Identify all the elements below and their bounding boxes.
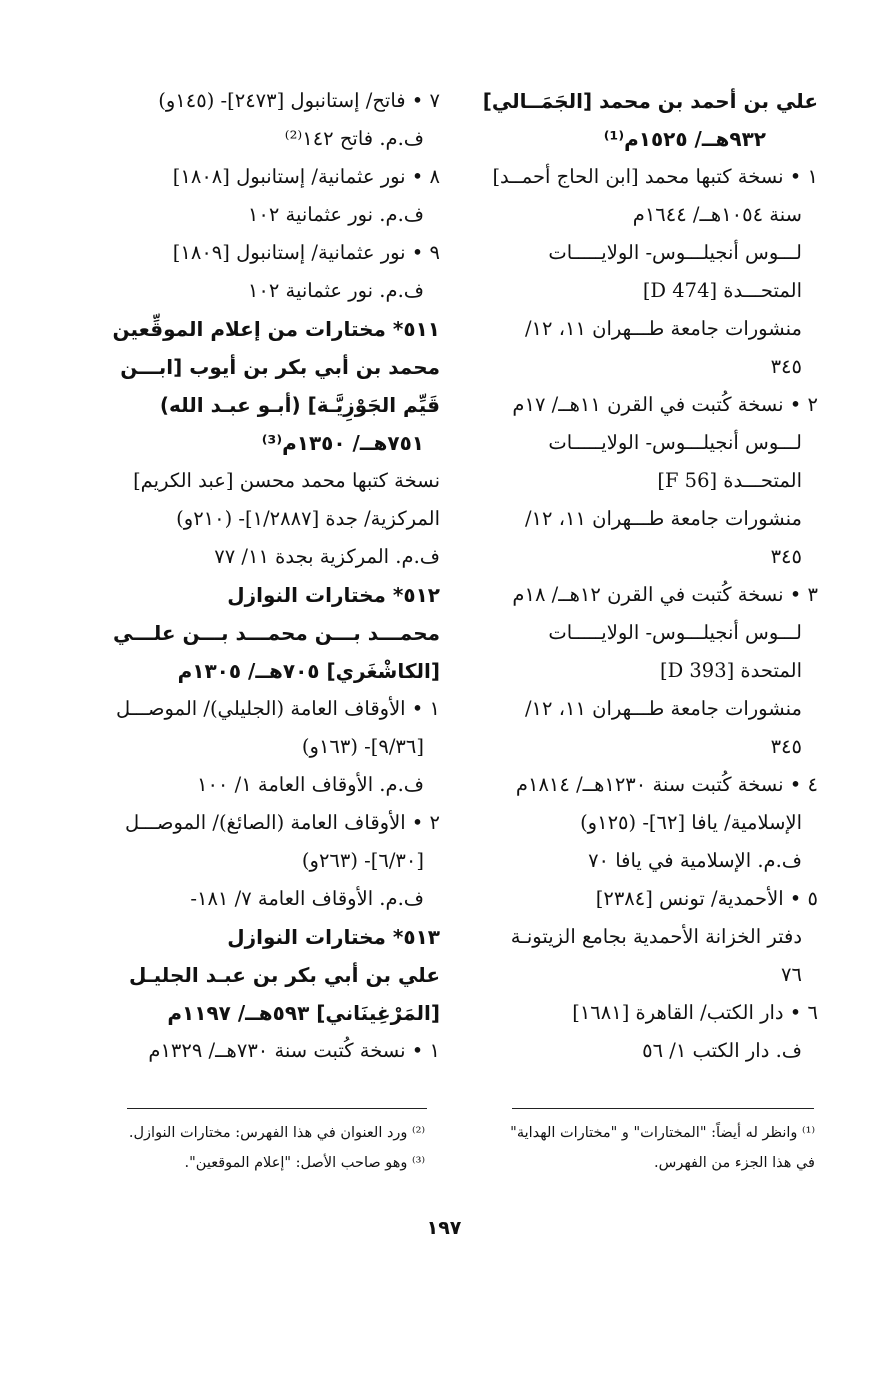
footnote-separator-left (127, 1108, 427, 1109)
entry-text-line: ١ • نسخة كُتبت سنة ٧٣٠هــ/ ١٣٢٩م (148, 1039, 440, 1062)
entry-heading-line: ٥١٢* مختارات النوازل (227, 583, 440, 607)
entry-text-line: ف.م. الإسلامية في يافا ٧٠ (588, 849, 802, 872)
entry-text-line: نسخة كتبها محمد محسن [عبد الكريم] (133, 469, 440, 492)
entry-text-line: ٣٤٥ (770, 355, 802, 378)
footnote-separator-right (512, 1108, 814, 1109)
right-column (470, 82, 818, 1070)
entry-text-line: المتحـــدة [F 56] (657, 469, 802, 492)
footnotes-right (470, 1118, 815, 1178)
entry-text-line: ٨ • نور عثمانية/ إستانبول [١٨٠٨] (172, 165, 440, 188)
entry-text-line: ١ • نسخة كتبها محمد [ابن الحاج أحمــد] (492, 165, 818, 188)
entry-text-line: ٢ • نسخة كُتبت في القرن ١١هــ/ ١٧م (512, 393, 818, 416)
entry-text-line: لـــوس أنجيلـــوس- الولايـــــات (548, 241, 802, 264)
entry-heading-line: محمد بن أبي بكر بن أيوب [ابـــن (120, 355, 440, 379)
entry-text-line: الإسلامية/ يافا [٦٢]- (١٢٥و) (580, 811, 802, 834)
entry-text-line: ف.م. فاتح ١٤٢⁽²⁾ (284, 127, 424, 150)
entry-text-line: لـــوس أنجيلـــوس- الولايـــــات (548, 621, 802, 644)
entry-heading-line: محمـــد بـــن محمـــد بـــن علـــي (113, 621, 440, 645)
entry-text-line: سنة ١٠٥٤هــ/ ١٦٤٤م (632, 203, 802, 226)
entry-text-line: ٣ • نسخة كُتبت في القرن ١٢هــ/ ١٨م (512, 583, 818, 606)
footnote-line: ⁽²⁾ ورد العنوان في هذا الفهرس: مختارات النوازل. (128, 1125, 425, 1141)
entry-text-line: [٩/٣٦]- (١٦٣و) (301, 735, 424, 758)
entry-text-line: دفتر الخزانة الأحمدية بجامع الزيتونـة (510, 925, 802, 948)
entry-text-line: ف. دار الكتب ١/ ٥٦ (642, 1039, 802, 1062)
entry-text-line: ٢ • الأوقاف العامة (الصائغ)/ الموصـــل (125, 811, 440, 834)
entry-text-line: المتحدة [D 393] (659, 659, 802, 682)
entry-heading-line: ٥١١* مختارات من إعلام الموقِّعين (112, 317, 440, 341)
entry-text-line: ٩ • نور عثمانية/ إستانبول [١٨٠٩] (172, 241, 440, 264)
footnote-line: ⁽¹⁾ وانظر له أيضاً: "المختارات" و "مختارات الهداية" (510, 1125, 815, 1141)
entry-text-line: منشورات جامعة طـــهران ١١، ١٢/ (524, 697, 802, 720)
footnotes-left (100, 1118, 425, 1178)
entry-text-line: ٦ • دار الكتب/ القاهرة [١٦٨١] (572, 1001, 818, 1024)
entry-heading-line: ٧٥١هــ/ ١٣٥٠م⁽³⁾ (261, 431, 424, 455)
entry-text-line: ف.م. نور عثمانية ١٠٢ (247, 279, 424, 302)
entry-text-line: ف.م. الأوقاف العامة ٧/ ١٨١- (190, 887, 424, 910)
footnote-line: في هذا الجزء من الفهرس. (654, 1155, 815, 1171)
left-column (100, 82, 440, 1070)
entry-heading-line: ٥١٣* مختارات النوازل (227, 925, 440, 949)
entry-text-line: ٥ • الأحمدية/ تونس [٢٣٨٤] (595, 887, 818, 910)
entry-text-line: ف.م. نور عثمانية ١٠٢ (247, 203, 424, 226)
entry-heading-line: قَيِّم الجَوْزِيَّـة] (أبـو عبـد الله) (159, 393, 440, 417)
entry-text-line: ١ • الأوقاف العامة (الجليلي)/ الموصـــل (116, 697, 440, 720)
entry-text-line: ٤ • نسخة كُتبت سنة ١٢٣٠هــ/ ١٨١٤م (515, 773, 818, 796)
entry-text-line: منشورات جامعة طـــهران ١١، ١٢/ (524, 507, 802, 530)
entry-text-line: ٧٦ (781, 963, 802, 986)
entry-heading-line: [الكاشْغَري] ٧٠٥هــ/ ١٣٠٥م (177, 659, 440, 683)
footnote-line: ⁽³⁾ وهو صاحب الأصل: "إعلام الموقعين". (184, 1155, 425, 1171)
entry-heading-line: ٩٣٢هــ/ ١٥٢٥م⁽¹⁾ (603, 127, 766, 151)
entry-heading-line: [المَرْغِينَاني] ٥٩٣هــ/ ١١٩٧م (167, 1001, 440, 1025)
entry-text-line: ف.م. المركزية بجدة ١١/ ٧٧ (214, 545, 440, 568)
entry-text-line: ٧ • فاتح/ إستانبول [٢٤٧٣]- (١٤٥و) (158, 89, 440, 112)
entry-heading-line: علي بن أبي بكر بن عبـد الجليـل (128, 963, 440, 987)
entry-text-line: المتحـــدة [D 474] (642, 279, 802, 302)
entry-text-line: منشورات جامعة طـــهران ١١، ١٢/ (524, 317, 802, 340)
entry-text-line: ٣٤٥ (770, 545, 802, 568)
entry-heading-line: علي بن أحمد بن محمد [الجَمَــالي] (482, 89, 818, 113)
entry-text-line: ف.م. الأوقاف العامة ١/ ١٠٠ (196, 773, 424, 796)
entry-text-line: ٣٤٥ (770, 735, 802, 758)
entry-text-line: لـــوس أنجيلـــوس- الولايـــــات (548, 431, 802, 454)
entry-text-line: المركزية/ جدة [١/٢٨٨٧]- (٢١٠و) (176, 507, 440, 530)
entry-text-line: [٦/٣٠]- (٢٦٣و) (301, 849, 424, 872)
page-number: ١٩٧ (426, 1217, 462, 1239)
